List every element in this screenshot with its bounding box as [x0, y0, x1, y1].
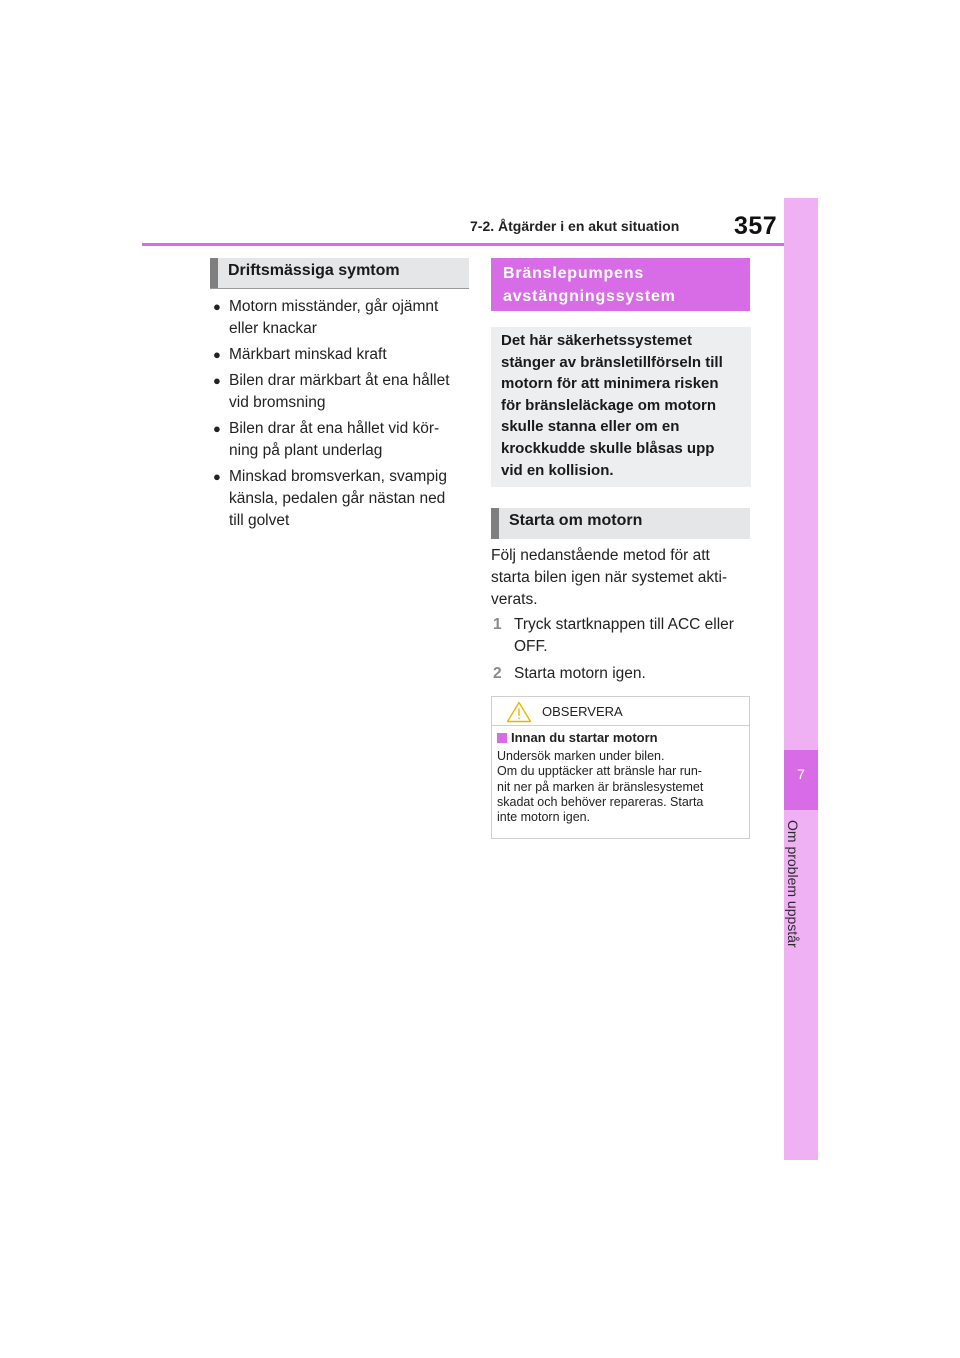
section-title: 7-2. Åtgärder i en akut situation — [470, 218, 680, 234]
list-item: ● Minskad bromsverkan, svampig känsla, pedalen går nästan ned till golvet — [213, 468, 447, 529]
symptom-list — [212, 296, 474, 536]
caution-box — [491, 696, 750, 839]
bullet-icon: ● — [213, 347, 221, 362]
caution-text: Undersök marken under bilen. Om du upptäcker att bränsle har run- nit ner på marken är bränslesystemet skadat och behöver repareras. Starta inte motorn igen. — [497, 749, 704, 825]
list-item: ● Bilen drar åt ena hållet vid kör- ning på plant underlag — [213, 420, 440, 459]
step-number: 1 — [493, 616, 502, 633]
fuel-pump-heading: Bränslepumpens avstängningssystem — [491, 258, 750, 311]
step-1: 1 Tryck startknappen till ACC eller OFF. — [493, 616, 734, 655]
symptoms-heading: Driftsmässiga symtom — [210, 258, 469, 288]
bullet-icon: ● — [213, 299, 221, 314]
chapter-side-tab — [784, 198, 818, 1160]
restart-heading: Starta om motorn — [491, 508, 750, 539]
bullet-icon: ● — [213, 469, 221, 484]
symptoms-heading-rule — [210, 288, 469, 289]
caution-title: OBSERVERA — [542, 704, 623, 719]
list-item: ● Motorn misständer, går ojämnt eller knackar — [213, 298, 439, 337]
bullet-icon: ● — [213, 373, 221, 388]
chapter-label: Om problem uppstår — [785, 820, 801, 948]
step-number: 2 — [493, 665, 502, 682]
header-divider — [142, 243, 784, 246]
list-item: ● Bilen drar märkbart åt ena hållet vid bromsning — [213, 372, 450, 411]
summary-box: Det här säkerhetssystemet stänger av bränsletillförseln till motorn för att minimera risken för bränsleläckage om motorn skulle stanna eller om en krockkudde skulle blåsas upp vid en kollision. — [491, 327, 751, 487]
page-number: 357 — [734, 212, 778, 240]
warning-triangle-icon — [506, 701, 532, 723]
caution-header — [492, 697, 749, 726]
restart-instructions: Följ nedanstående metod för att starta bilen igen när systemet akti- verats. — [491, 547, 728, 608]
bullet-icon: ● — [213, 421, 221, 436]
caution-subheading: Innan du startar motorn — [497, 730, 658, 745]
square-bullet-icon — [497, 733, 507, 743]
list-item: ● Märkbart minskad kraft — [212, 344, 474, 366]
step-2: 2 Starta motorn igen. — [493, 663, 755, 685]
chapter-number: 7 — [797, 766, 805, 782]
